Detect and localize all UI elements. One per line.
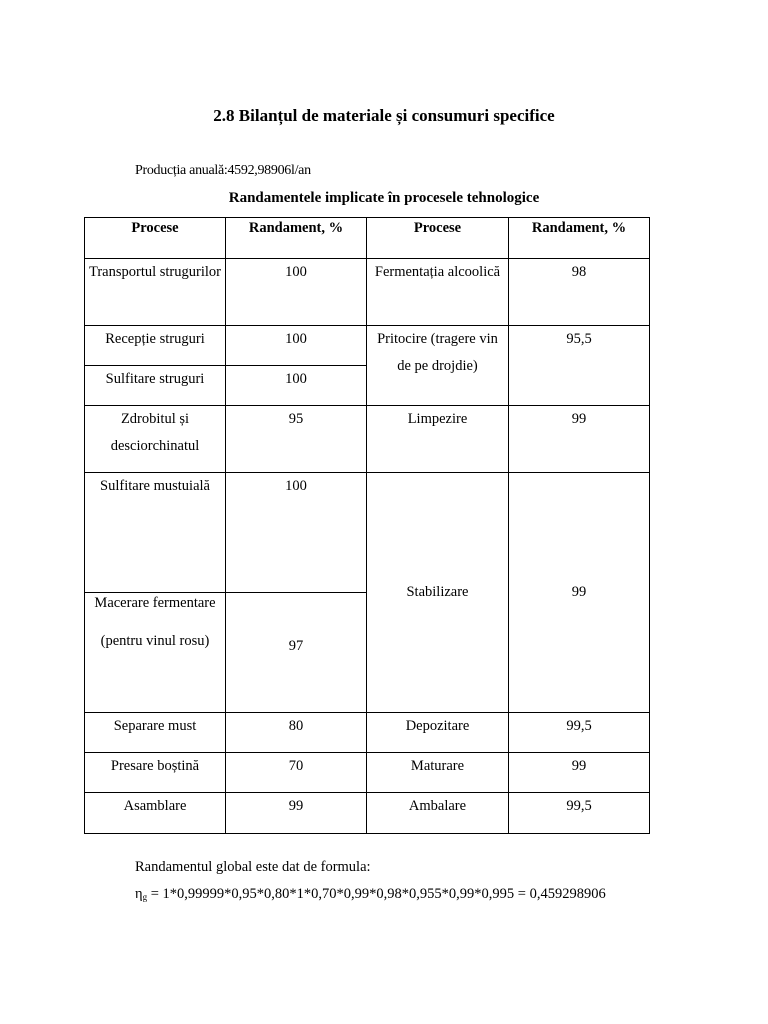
process-name: Sulfitare struguri (85, 366, 226, 406)
header-procese-right: Procese (367, 218, 509, 259)
process-name: Recepție struguri (85, 326, 226, 366)
table-header-row (85, 218, 650, 259)
process-name-line: Macerare fermentare (94, 595, 216, 611)
process-name (85, 593, 226, 713)
process-yield: 99 (509, 753, 650, 793)
process-name: Transportul strugurilor (85, 259, 226, 326)
formula-expression (135, 886, 606, 903)
table-row (85, 753, 650, 793)
header-procese-left: Procese (85, 218, 226, 259)
process-yield: 95,5 (509, 326, 650, 406)
process-yield: 99 (509, 406, 650, 473)
page-title: 2.8 Bilanțul de materiale și consumuri specifice (213, 106, 555, 125)
process-name: Ambalare (367, 793, 509, 834)
table-row (85, 326, 650, 366)
process-yield: 98 (509, 259, 650, 326)
process-name: Sulfitare mustuială (85, 473, 226, 593)
process-name: Depozitare (367, 713, 509, 753)
process-name: Maturare (367, 753, 509, 793)
process-yield: 100 (226, 326, 367, 366)
eta-symbol: η (135, 886, 143, 902)
process-name: Limpezire (367, 406, 509, 473)
process-yield: 100 (226, 366, 367, 406)
table-row (85, 793, 650, 834)
process-name: Zdrobitul și desciorchinatul (85, 406, 226, 473)
yield-table (84, 217, 650, 834)
process-name: Stabilizare (367, 473, 509, 713)
table-caption: Randamentele implicate în procesele tehnologice (228, 190, 540, 206)
table-row (85, 259, 650, 326)
formula-intro: Randamentul global este dat de formula: (135, 859, 371, 875)
process-yield: 99 (509, 473, 650, 713)
process-yield: 100 (226, 473, 367, 593)
formula-body: = 1*0,99999*0,95*0,80*1*0,70*0,99*0,98*0,955*0,99*0,995 = 0,459298906 (147, 886, 606, 902)
table-row (85, 713, 650, 753)
table-row (85, 406, 650, 473)
process-yield: 95 (226, 406, 367, 473)
process-name-line: (pentru vinul rosu) (100, 633, 210, 649)
process-yield: 99,5 (509, 713, 650, 753)
process-yield: 99,5 (509, 793, 650, 834)
process-yield: 70 (226, 753, 367, 793)
process-yield: 100 (226, 259, 367, 326)
annual-production-text: Producția anuală:4592,98906l/an (135, 163, 311, 178)
process-name: Asamblare (85, 793, 226, 834)
process-name: Separare must (85, 713, 226, 753)
process-name: Fermentația alcoolică (367, 259, 509, 326)
process-yield: 80 (226, 713, 367, 753)
process-name: Pritocire (tragere vin de pe drojdie) (367, 326, 509, 406)
process-yield: 97 (226, 593, 367, 713)
table-row (85, 473, 650, 593)
process-yield: 99 (226, 793, 367, 834)
process-name: Presare boștină (85, 753, 226, 793)
header-randament-left: Randament, % (226, 218, 367, 259)
eta-subscript: g (142, 892, 148, 902)
header-randament-right: Randament, % (509, 218, 650, 259)
